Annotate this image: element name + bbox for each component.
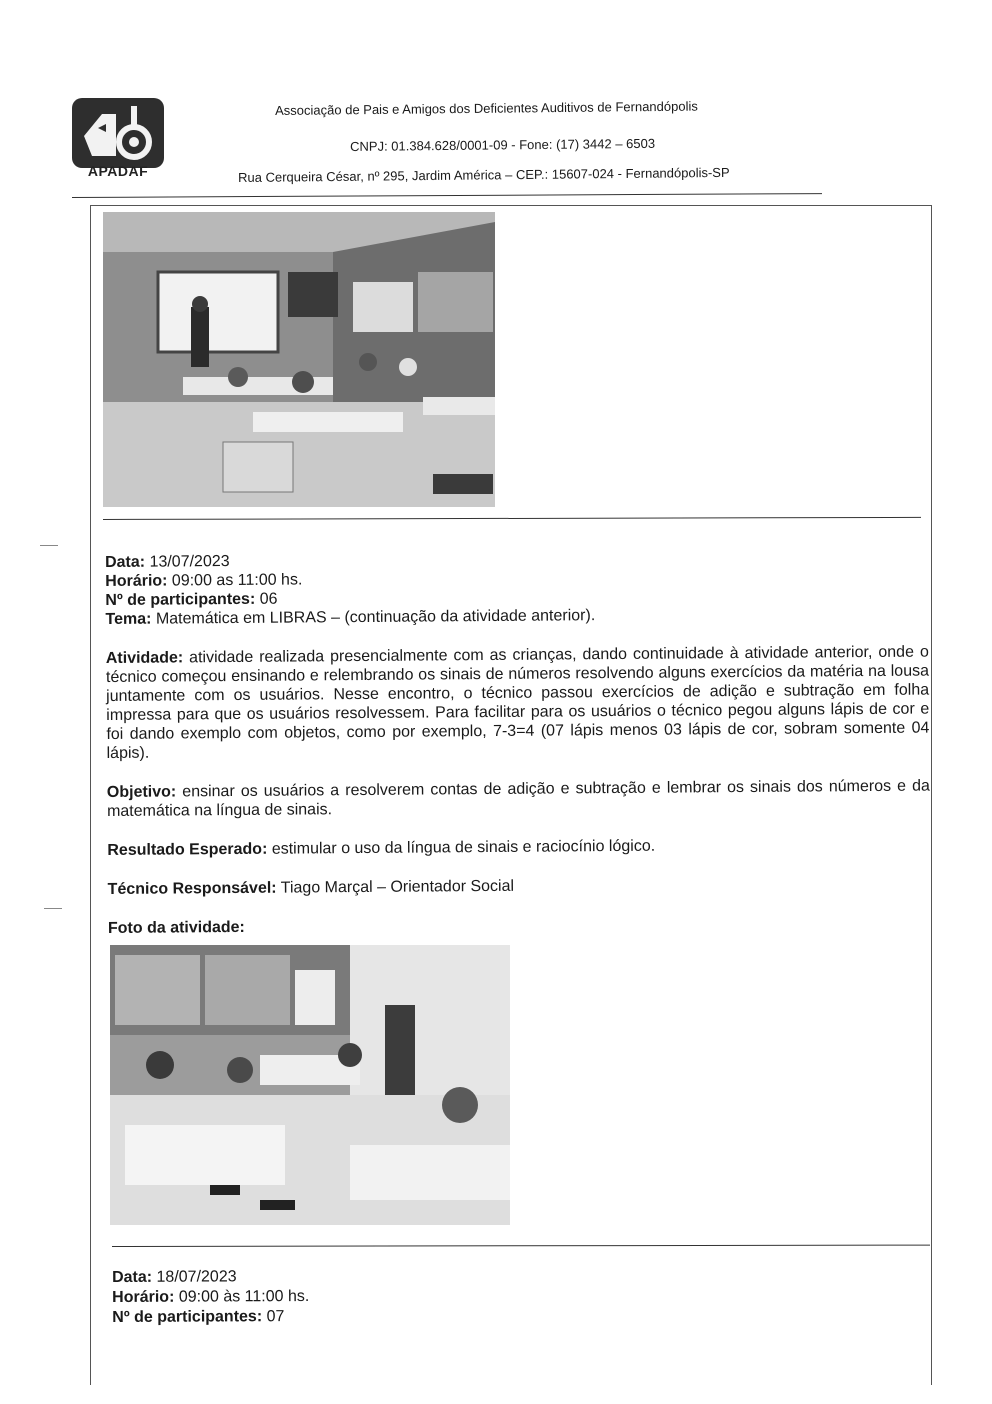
activity-row [106, 643, 930, 763]
cnpj-phone: CNPJ: 01.384.628/0001-09 - Fone: (17) 3442 – 6503 [350, 135, 656, 154]
expected-result-value: estimular o uso da língua de sinais e raciocínio lógico. [267, 837, 656, 858]
scan-mark [44, 908, 62, 909]
activity-photo-students-desks [110, 945, 510, 1225]
technician-value: Tiago Marçal – Orientador Social [276, 877, 515, 897]
activity-value: atividade realizada presencialmente com as crianças, dando continuidade à atividade anterior, onde o técnico começou ensinando e relembrando os sinais de números resolvendo alguns exercícios da matéria na lousa juntamente com os usuários. Nesse encontro, o técnico passou exercícios de adição e subtração em folha impressa para que os usuários resolvessem. Para facilitar para os usuários o técnico pegou alguns lápis de cor e foi dando exemplo com objetos, como por exemplo, 7-3=4 (07 lápis menos 03 lápis de cor, sobram somente 04 lápis). [105, 643, 930, 762]
address: Rua Cerqueira César, nº 295, Jardim América – CEP.: 15607-024 - Fernandópolis-SP [238, 164, 730, 185]
time-value: 09:00 as 11:00 hs. [167, 571, 303, 590]
header-divider [72, 193, 822, 198]
participants-row [112, 1304, 932, 1328]
scan-mark [40, 545, 58, 546]
technician-label: Técnico Responsável: [107, 879, 277, 898]
date-value: 18/07/2023 [152, 1268, 237, 1286]
expected-result-label: Resultado Esperado: [107, 840, 268, 859]
theme-label: Tema: [105, 610, 152, 628]
activity-record-1 [105, 547, 931, 938]
date-label: Data: [105, 553, 146, 571]
participants-label: Nº de participantes: [105, 590, 256, 609]
time-value: 09:00 às 11:00 hs. [174, 1287, 310, 1306]
participants-label: Nº de participantes: [112, 1308, 263, 1326]
time-label: Horário: [112, 1288, 175, 1306]
date-value: 13/07/2023 [145, 553, 230, 571]
activity-label: Atividade: [105, 649, 184, 667]
photo-label: Foto da atividade: [107, 918, 245, 937]
logo-text: APADAF [87, 163, 149, 179]
objective-label: Objetivo: [106, 783, 177, 801]
time-label: Horário: [105, 572, 168, 590]
participants-value: 07 [262, 1308, 285, 1326]
objective-row [107, 777, 930, 821]
activity-record-2 [112, 1264, 932, 1328]
theme-value: Matemática em LIBRAS – (continuação da atividade anterior). [151, 607, 596, 628]
activity-photo-classroom-board [103, 212, 495, 507]
organization-name: Associação de Pais e Amigos dos Deficientes Auditivos de Fernandópolis [275, 98, 698, 118]
date-label: Data: [112, 1268, 153, 1286]
participants-value: 06 [255, 590, 278, 608]
objective-value: ensinar os usuários a resolverem contas de adição e subtração e lembrar os sinais dos números e da matemática na língua de sinais. [106, 777, 930, 820]
